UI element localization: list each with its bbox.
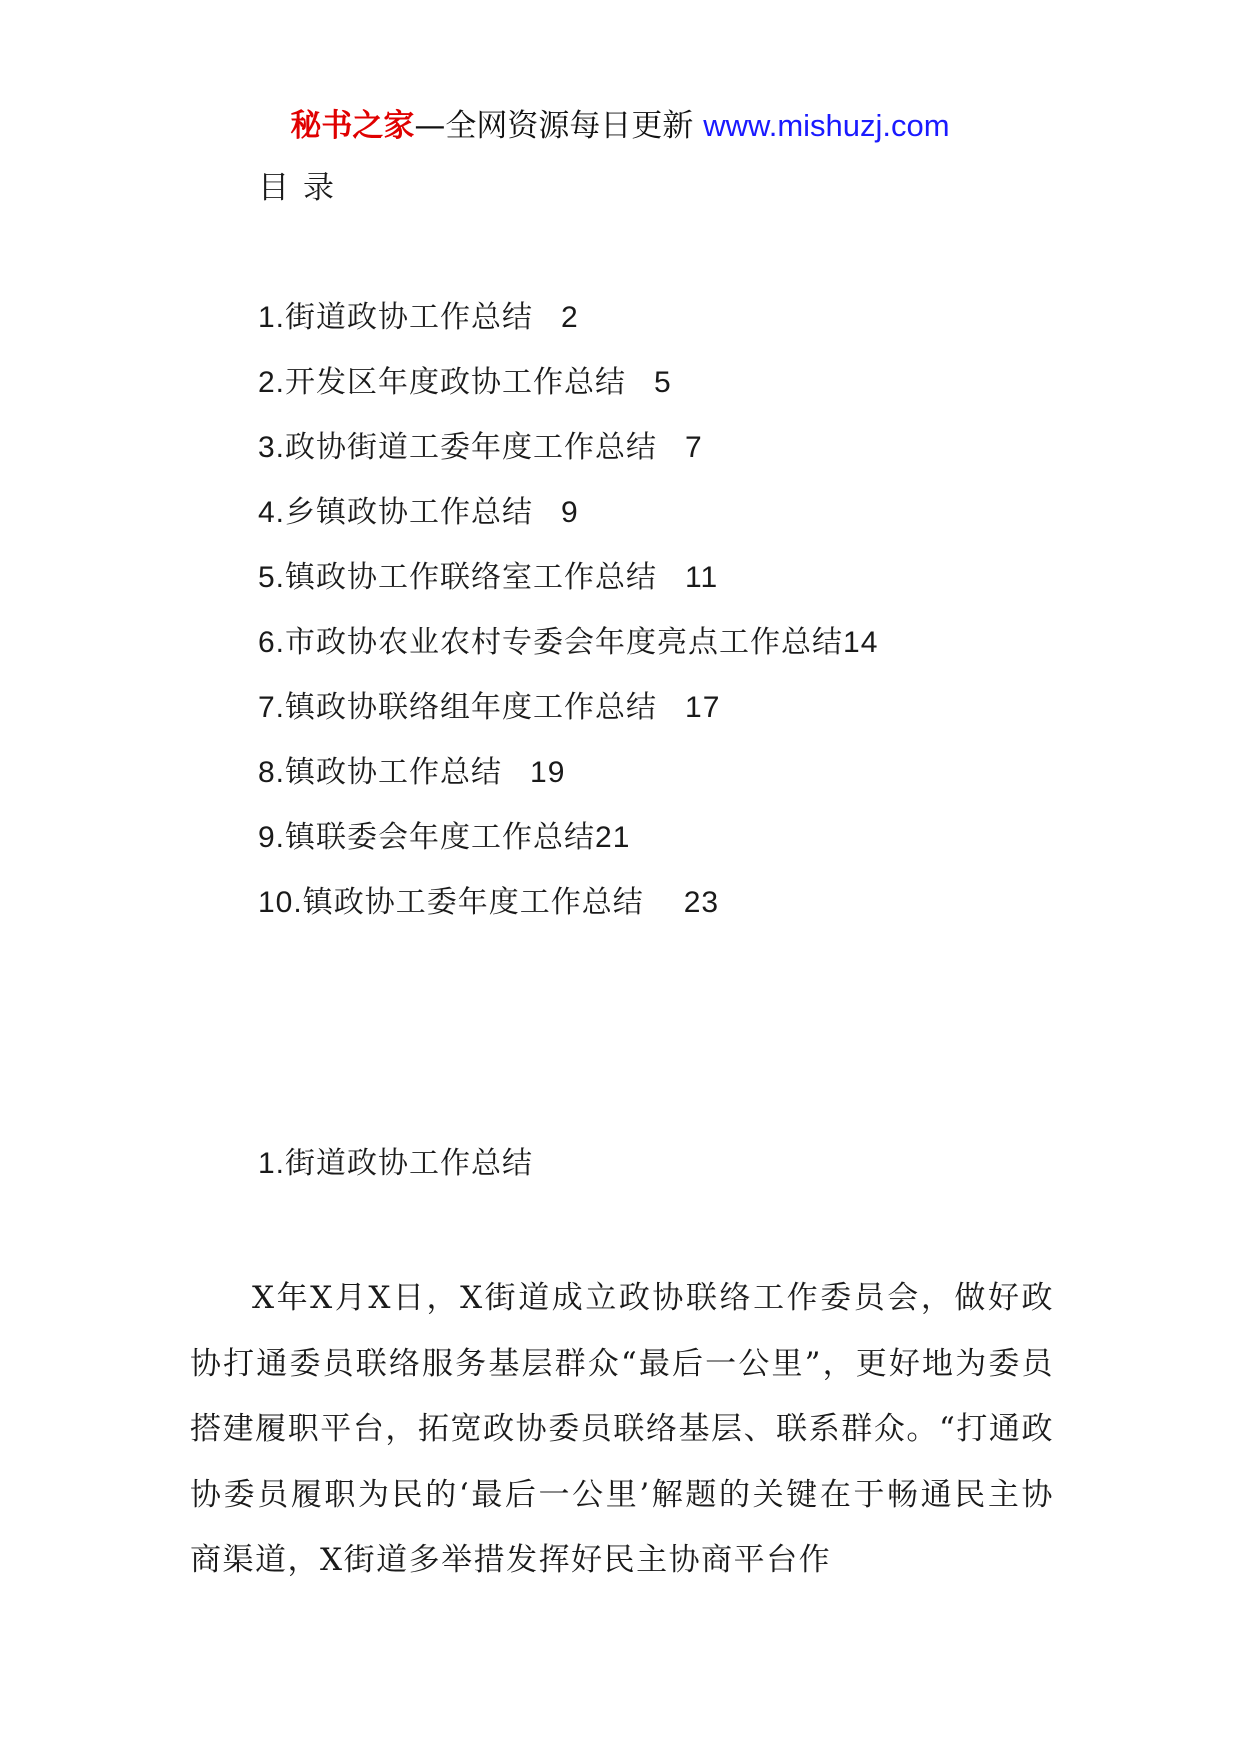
toc-item-page: 14 xyxy=(843,626,879,659)
toc-item-title: 镇联委会年度工作总结 xyxy=(285,820,596,855)
toc-item-page: 9 xyxy=(561,496,579,529)
toc-item-10[interactable] xyxy=(258,881,878,946)
toc-item-number: 9. xyxy=(258,821,286,854)
toc-item-1[interactable] xyxy=(258,296,878,361)
toc-item-title: 镇政协工委年度工作总结 xyxy=(302,885,644,920)
toc-item-title: 街道政协工作总结 xyxy=(285,300,534,335)
toc-item-page: 11 xyxy=(685,561,719,594)
header-url[interactable]: www.mishuzj.com xyxy=(703,108,950,143)
toc-item-number: 8. xyxy=(258,756,286,789)
toc-item-number: 6. xyxy=(258,626,286,659)
body-paragraph: X年X月X日，X街道成立政协联络工作委员会，做好政协打通委员联络服务基层群众“最后一公里”，更好地为委员搭建履职平台，拓宽政协委员联络基层、联系群众。“打通政协委员履职为民的‘最后一公里’解题的关键在于畅通民主协商渠道，X街道多举措发挥好民主协商平台作 xyxy=(190,1280,1054,1578)
toc-item-title: 政协街道工委年度工作总结 xyxy=(285,430,658,465)
section-heading xyxy=(258,1142,533,1186)
toc-item-6[interactable] xyxy=(258,621,878,686)
toc-item-number: 10. xyxy=(258,886,303,919)
site-header xyxy=(0,104,1240,148)
toc-item-number: 7. xyxy=(258,691,286,724)
toc-item-title: 市政协农业农村专委会年度亮点工作总结 xyxy=(285,625,844,660)
toc-item-page: 2 xyxy=(561,301,579,334)
table-of-contents xyxy=(258,296,878,946)
toc-item-number: 5. xyxy=(258,561,286,594)
toc-item-page: 5 xyxy=(654,366,672,399)
toc-item-7[interactable] xyxy=(258,686,878,751)
toc-item-number: 2. xyxy=(258,366,286,399)
toc-item-2[interactable] xyxy=(258,361,878,426)
toc-item-4[interactable] xyxy=(258,491,878,556)
toc-item-title: 开发区年度政协工作总结 xyxy=(285,365,627,400)
section-number: 1. xyxy=(258,1147,286,1180)
toc-item-5[interactable] xyxy=(258,556,878,621)
toc-item-number: 3. xyxy=(258,431,286,464)
toc-item-3[interactable] xyxy=(258,426,878,491)
toc-item-9[interactable] xyxy=(258,816,878,881)
toc-item-8[interactable] xyxy=(258,751,878,816)
toc-item-number: 4. xyxy=(258,496,286,529)
toc-item-number: 1. xyxy=(258,301,286,334)
toc-title: 目录 xyxy=(258,170,348,206)
toc-item-page: 7 xyxy=(685,431,703,464)
toc-item-title: 乡镇政协工作总结 xyxy=(285,495,534,530)
toc-item-page: 17 xyxy=(685,691,721,724)
toc-item-page: 21 xyxy=(595,821,631,854)
toc-item-page: 23 xyxy=(683,886,720,919)
header-tagline: —全网资源每日更新 xyxy=(414,108,694,144)
toc-item-title: 镇政协工作联络室工作总结 xyxy=(285,560,658,595)
brand-name: 秘书之家 xyxy=(290,108,415,144)
toc-item-title: 镇政协工作总结 xyxy=(285,755,503,790)
section-title: 街道政协工作总结 xyxy=(285,1146,534,1181)
toc-item-title: 镇政协联络组年度工作总结 xyxy=(285,690,658,725)
toc-item-page: 19 xyxy=(530,756,566,789)
